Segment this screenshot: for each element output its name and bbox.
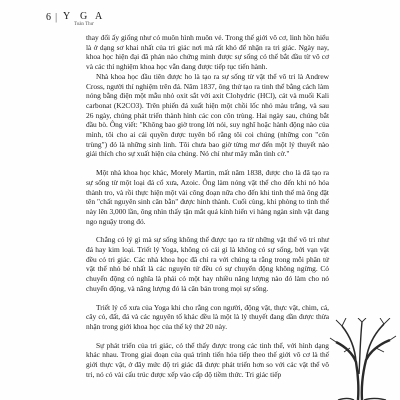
page-number: 6 bbox=[46, 12, 51, 23]
paragraph: Triết lý cổ xưa của Yoga khi cho rằng con người, động vật, thực vật, chim, cá, cây cỏ, đất, đá và các nguyên tố khác đều là một là lý thuyết đang dần được thừa nhận trong giới khoa học của thế kỷ thứ 20 này. bbox=[86, 302, 329, 331]
paragraph: Nhà khoa học đầu tiên được ho là tạo ra sự sống từ vật thể vô tri là Andrew Cross, người thí nghiệm trên đá. Năm 1837, ông thử tạo ra tinh thể bằng cách làm nóng bằng điện một mẫu nhỏ oxit sắt với axit Clohydric (HCl), cát và muối Kali carbonat (K2CO3). Trên phiến đá xuất hiện một chồi lốc nhỏ màu trắng, và sau 26 ngày, chúng phát triển thành hình các con côn trùng. Hai ngày sau, chúng bắt đầu bò. Ông viết: "Không bao giờ trong lời nói, suy nghĩ hoặc hành động nào của mình, tôi cho ai cái quyền được tuyên bố rằng tôi coi chúng (những con "côn trùng") đó là những sinh linh. Tôi chưa bao giờ từng mơ đến một lý thuyết nào giải thích cho sự xuất hiện của chúng. Nó chỉ như mây mẫn tình cờ." bbox=[86, 71, 329, 159]
paragraph: Một nhà khoa học khác, Morely Martin, mất năm 1838, được cho là đã tạo ra sự sống từ một loại đá cổ xưa, Azoic. Ông làm nóng vật thể cho đến khi nó hóa thành tro, và rồi thực hiện một vài công đoạn nữa cho đến khi tinh thể mà ông đặt tên "chất nguyên sinh cân bằn" được hình thành. Cuối cùng, khi phòng to tinh thể này lên 3,000 lần, ông nhìn thấy tận mắt quá kính hiển vi hàng ngàn sinh vật đang ngo nguậy trong đó. bbox=[86, 168, 329, 226]
paragraph-gap bbox=[86, 294, 329, 303]
yoga-logo-letter-g: G bbox=[80, 11, 88, 22]
paragraph-gap bbox=[86, 159, 329, 168]
paragraph-gap bbox=[86, 332, 329, 341]
paragraph-gap bbox=[86, 226, 329, 235]
yoga-logo-letter-a: A bbox=[95, 11, 103, 22]
yoga-logo-subtitle: Toàn Thư bbox=[74, 22, 94, 27]
paragraph: Chẳng có lý gì mà sự sống không thể được tạo ra từ những vật thể vô tri như đá hay kim loại. Triết lý Yoga, không có cái gì là không có sự sống, bởi vạn vật đều có tri giác. Các nhà khoa học đã chỉ ra với chúng ta rằng trong mỗi phân tử vật thể nhỏ bé nhất là các nguyên tử đều có sự chuyển động không ngừng. Có chuyển động có nghĩa là phải có một hay nhiều năng lượng nào đó làm cho nó chuyển động, và năng lượng đó là căn bản trong mọi sự sống. bbox=[86, 235, 329, 293]
tree-illustration-icon bbox=[328, 318, 398, 400]
paragraph: thay đổi ấy giống như có muôn hình muôn vẻ. Trong thế giới vô cơ, linh hồn hiểu là ở dạng sơ khai nhất của tri giác nơi mà rất khó để nhận ra tri giác. Ngày nay, khoa học hiện đại đã phản nào chứng minh được sự sống có thể bắt đầu từ vô cơ và các thí nghiệm khoa học vẫn đang được tiếp tục tiến hành. bbox=[86, 33, 329, 72]
header-separator: | bbox=[55, 11, 58, 23]
yoga-logo-letter-y: Y bbox=[63, 11, 72, 22]
body-text bbox=[86, 33, 329, 380]
paragraph: Sự phát triển của tri giác, có thể thấy được trong các tinh thể, với hình dạng khác nhau. Trong giai đoạn của quá trình tiến hóa tiếp theo thế giới vô cơ là thế giới thực vật, ở đây mức độ tri giác đã được phát triển hơn so với các vật thể vô tri, nó có vài cấu trúc được xếp vào cấp độ tiềm thức. Tri giác tiếp bbox=[86, 340, 329, 379]
